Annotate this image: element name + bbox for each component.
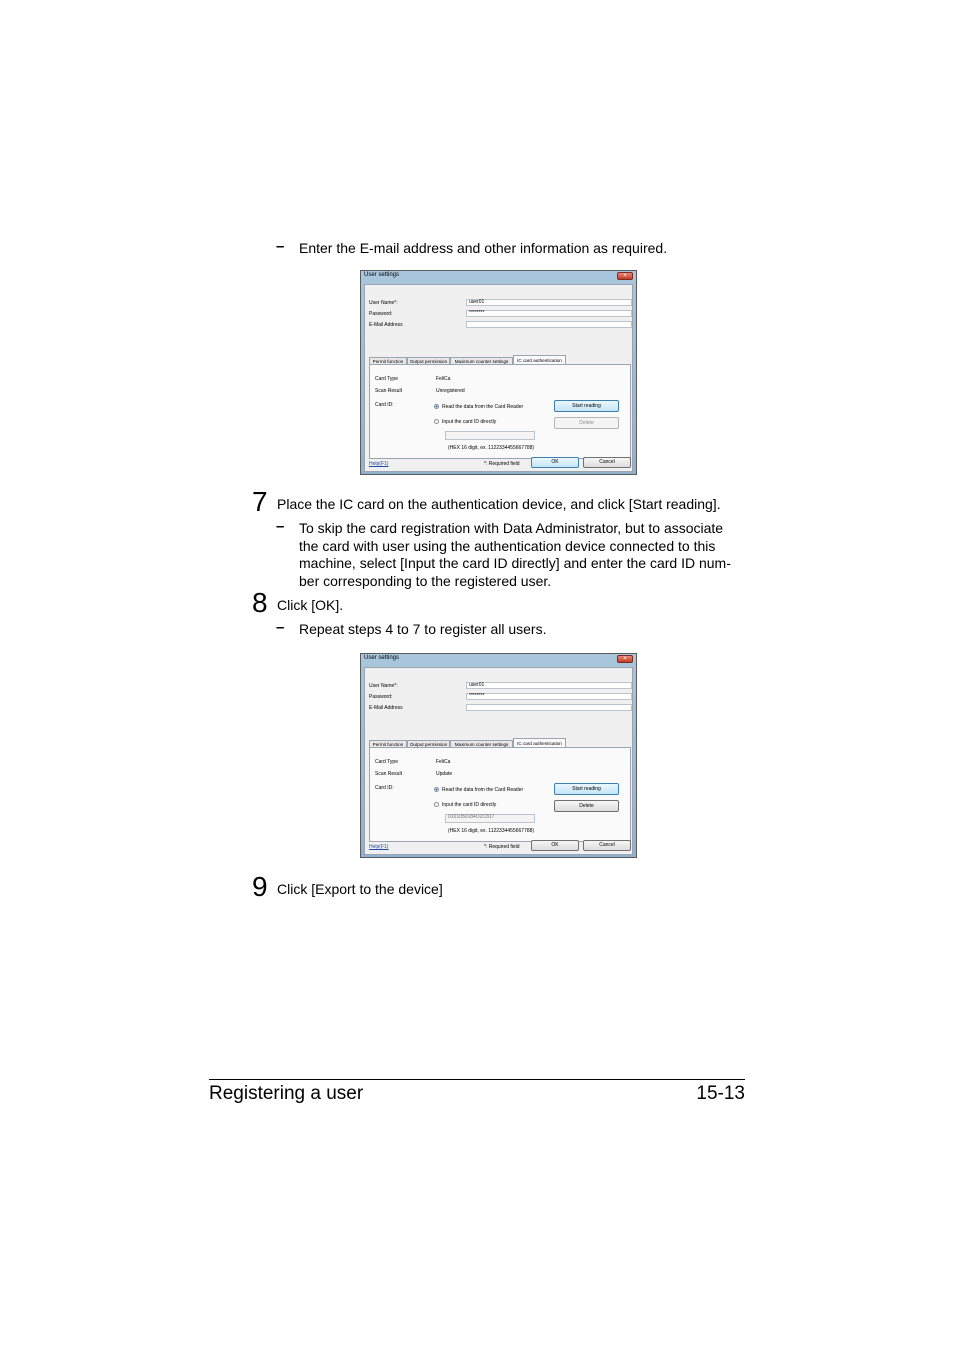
footer-page-number: 15-13 (696, 1083, 745, 1104)
instruction-text: Enter the E-mail address and other information as required. (299, 240, 668, 256)
card-type-label: Card Type (375, 759, 398, 765)
radio-read-label: Read the data from the Card Reader (442, 404, 524, 410)
step-text: Click [OK]. (277, 597, 344, 613)
scan-result-label: Scan Result (375, 771, 402, 777)
help-link[interactable]: Help(F1) (369, 844, 389, 850)
user-settings-dialog-2 (360, 653, 637, 858)
dialog-client-area (364, 667, 633, 855)
radio-input-label: Input the card ID directly (442, 419, 497, 425)
card-type-value: FeliCa (436, 376, 451, 382)
step-text: Click [Export to the device] (277, 881, 443, 897)
email-input[interactable] (466, 321, 632, 328)
radio-read-card-reader[interactable] (434, 787, 439, 792)
ic-card-panel (369, 364, 631, 459)
tab-permit-function[interactable]: Permit function (369, 357, 407, 365)
dialog-titlebar (361, 654, 636, 665)
radio-read-card-reader[interactable] (434, 404, 439, 409)
tab-ic-card-authentication[interactable]: IC card authentication (513, 355, 566, 365)
step-number: 7 (252, 486, 268, 517)
sub-instruction-line: Repeat steps 4 to 7 to register all users. (299, 621, 547, 637)
close-icon[interactable]: × (617, 655, 633, 663)
radio-input-directly[interactable] (434, 419, 439, 424)
scan-result-value: Unregistered (436, 388, 465, 394)
user-settings-dialog-1 (360, 270, 637, 475)
password-label: Password: (369, 694, 393, 700)
password-input[interactable]: ******** (466, 310, 632, 317)
cancel-button[interactable]: Cancel (583, 840, 631, 851)
step-number: 9 (252, 871, 268, 902)
sub-instruction-line: ber corresponding to the registered user. (299, 573, 552, 589)
ic-card-panel (369, 747, 631, 842)
user-name-input[interactable]: user01 (466, 299, 632, 306)
required-field-note: *: Required field (484, 844, 520, 850)
email-label: E-Mail Address (369, 705, 403, 711)
step-text: Place the IC card on the authentication device, and click [Start reading]. (277, 496, 721, 512)
required-field-note: *: Required field (484, 461, 520, 467)
dialog-title: User settings (364, 655, 400, 661)
tab-output-permission[interactable]: Output permission (407, 740, 450, 748)
start-reading-button[interactable]: Start reading (554, 400, 619, 412)
card-id-input[interactable]: 0101050184O2C817 (445, 814, 535, 823)
radio-read-label: Read the data from the Card Reader (442, 787, 524, 793)
step-number: 8 (252, 587, 268, 618)
bullet-dash: – (276, 619, 285, 636)
sub-instruction-line: the card with user using the authentication device connected to this (299, 538, 716, 554)
card-id-label: Card ID: (375, 785, 394, 791)
close-icon[interactable]: × (617, 272, 633, 280)
radio-input-directly[interactable] (434, 802, 439, 807)
sub-instruction-line: To skip the card registration with Data Administrator, but to associate (299, 520, 724, 536)
card-type-value: FeliCa (436, 759, 451, 765)
cancel-button[interactable]: Cancel (583, 457, 631, 468)
password-input[interactable]: ******** (466, 693, 632, 700)
footer-section-title: Registering a user (209, 1083, 364, 1104)
scan-result-value: Update (436, 771, 453, 777)
card-id-input[interactable] (445, 431, 535, 440)
tab-maximum-counter-settings[interactable]: Maximum counter settings (450, 740, 513, 748)
delete-button[interactable]: Delete (554, 417, 619, 429)
password-label: Password: (369, 311, 393, 317)
card-id-label: Card ID: (375, 402, 394, 408)
email-input[interactable] (466, 704, 632, 711)
user-name-input[interactable]: user01 (466, 682, 632, 689)
tab-ic-card-authentication[interactable]: IC card authentication (513, 738, 566, 748)
scan-result-label: Scan Result (375, 388, 402, 394)
tab-permit-function[interactable]: Permit function (369, 740, 407, 748)
dialog-title: User settings (364, 272, 400, 278)
ok-button[interactable]: OK (531, 457, 579, 468)
ok-button[interactable]: OK (531, 840, 579, 851)
hex-hint: (HEX 16 digit, ex. 1122334455667788) (448, 445, 535, 451)
tab-maximum-counter-settings[interactable]: Maximum counter settings (450, 357, 513, 365)
card-type-label: Card Type (375, 376, 398, 382)
tab-output-permission[interactable]: Output permission (407, 357, 450, 365)
hex-hint: (HEX 16 digit, ex. 1122334455667788) (448, 828, 535, 834)
footer-rule (209, 1079, 745, 1080)
help-link[interactable]: Help(F1) (369, 461, 389, 467)
user-name-label: User Name*: (369, 683, 398, 689)
user-name-label: User Name*: (369, 300, 398, 306)
sub-instruction-line: machine, select [Input the card ID directly] and enter the card ID num- (299, 555, 731, 571)
dialog-titlebar (361, 271, 636, 282)
bullet-dash: – (276, 238, 285, 255)
bullet-dash: – (276, 518, 285, 535)
email-label: E-Mail Address (369, 322, 403, 328)
dialog-client-area (364, 284, 633, 472)
radio-input-label: Input the card ID directly (442, 802, 497, 808)
delete-button[interactable]: Delete (554, 800, 619, 812)
start-reading-button[interactable]: Start reading (554, 783, 619, 795)
